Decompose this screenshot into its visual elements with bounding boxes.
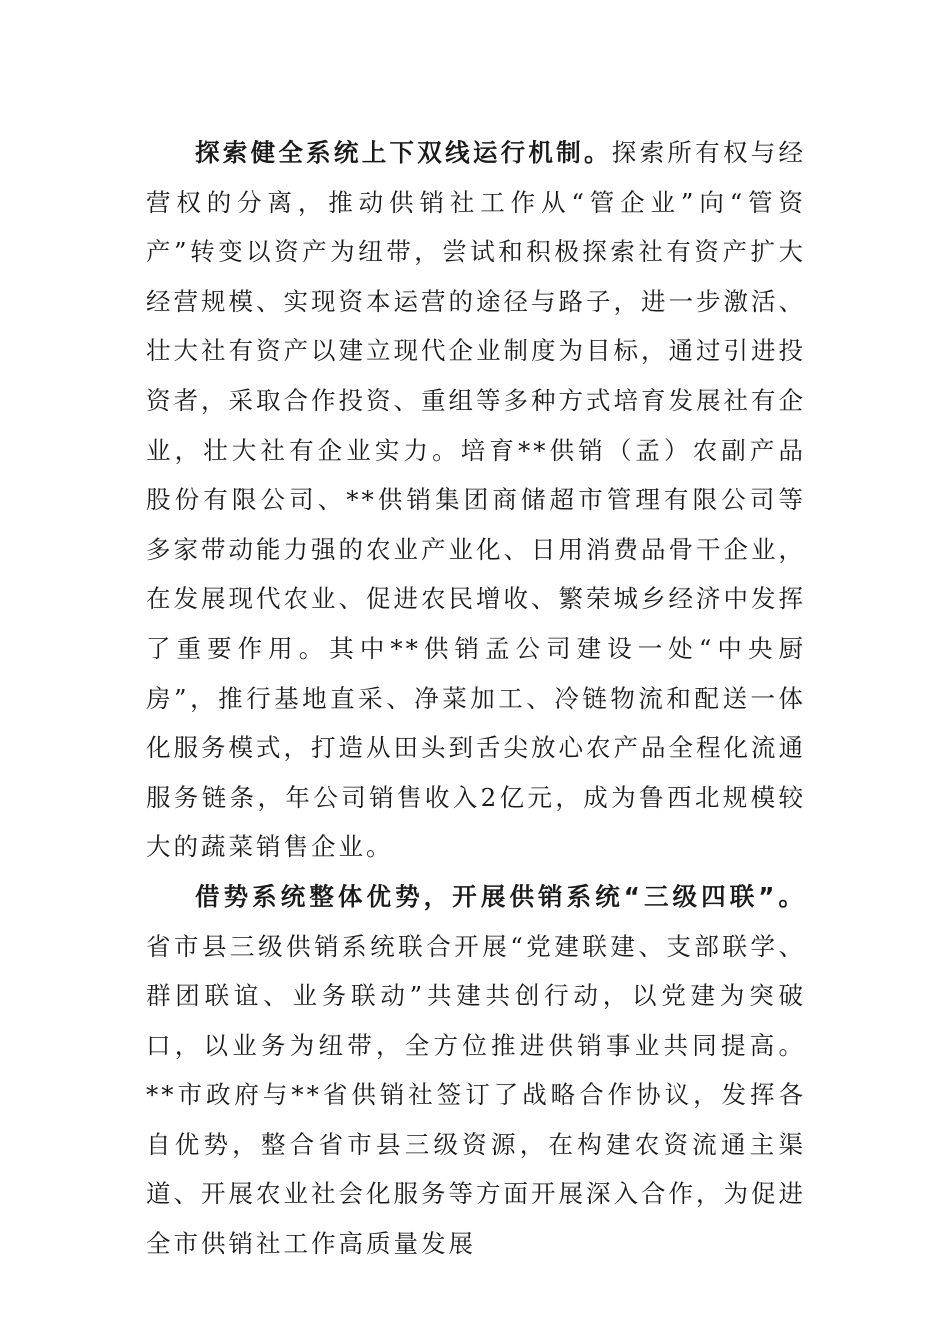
document-page bbox=[146, 128, 806, 1269]
paragraph-2-body: 省市县三级供销系统联合开展“党建联建、支部联学、群团联谊、业务联动”共建共创行动，以党建为突破口，以业务为纽带，全方位推进供销事业共同提高。**市政府与**省供销社签订了战略合作协议，发挥各自优势，整合省市县三级资源，在构建农资流通主渠道、开展农业社会化服务等方面开展深入合作，为促进全市供销社工作高质量发展 bbox=[146, 931, 806, 1259]
paragraph-1-body: 探索所有权与经营权的分离，推动供销社工作从“管企业”向“管资产”转变以资产为纽带，尝试和积极探索社有资产扩大经营规模、实现资本运营的途径与路子，进一步激活、壮大社有资产以建立现代企业制度为目标，通过引进投资者，采取合作投资、重组等多种方式培育发展社有企业，壮大社有企业实力。培育**供销（孟）农副产品股份有限公司、**供销集团商储超市管理有限公司等多家带动能力强的农业产业化、日用消费品骨干企业，在发展现代农业、促进农民增收、繁荣城乡经济中发挥了重要作用。其中**供销孟公司建设一处“中央厨房”，推行基地直采、净菜加工、冷链物流和配送一体化服务模式，打造从田头到舌尖放心农产品全程化流通服务链条，年公司销售收入2亿元，成为鲁西北规模较大的蔬菜销售企业。 bbox=[146, 138, 807, 862]
paragraph-2 bbox=[146, 872, 806, 1269]
paragraph-2-heading: 借势系统整体优势，开展供销系统“三级四联”。 bbox=[195, 881, 806, 911]
paragraph-1 bbox=[146, 128, 806, 872]
paragraph-1-heading: 探索健全系统上下双线运行机制。 bbox=[195, 138, 612, 167]
